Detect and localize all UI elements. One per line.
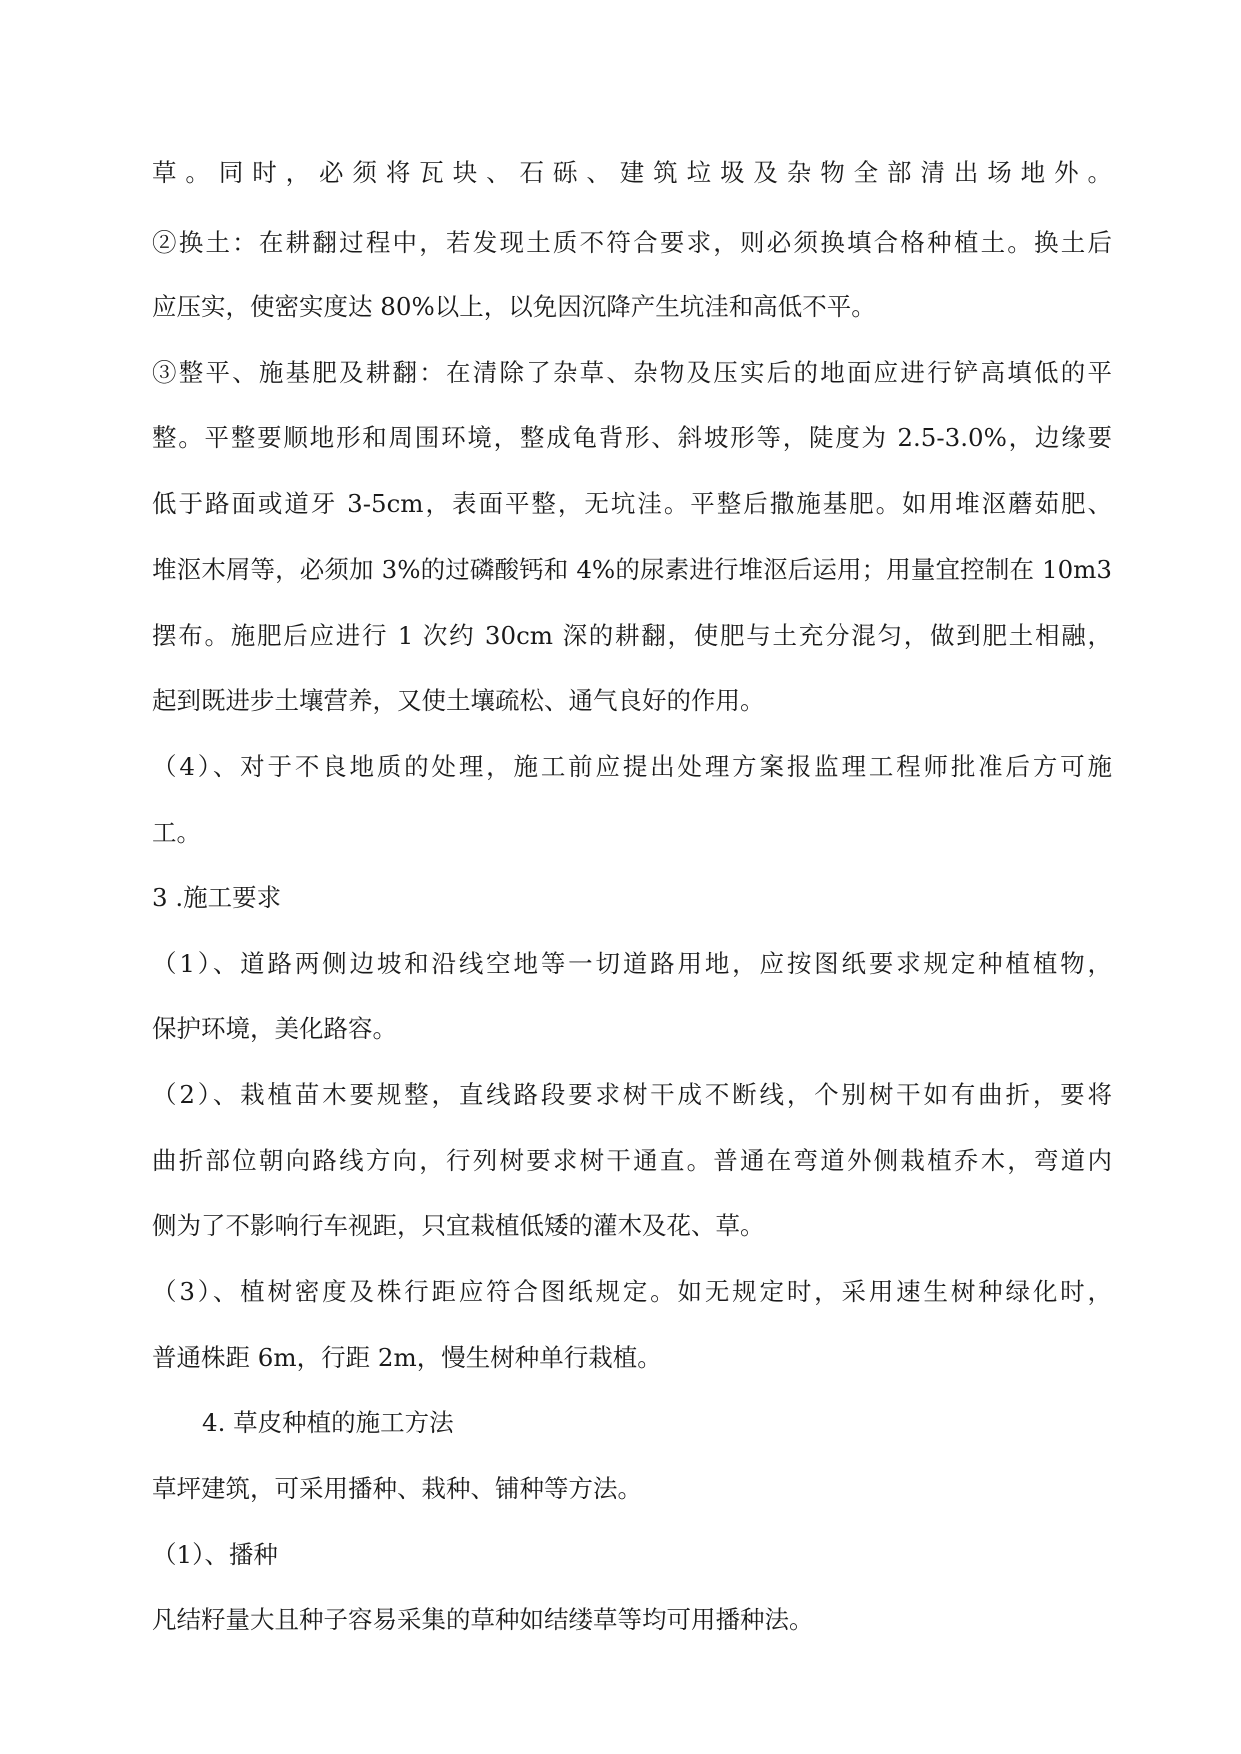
text-line: （3）、植树密度及株行距应符合图纸规定。如无规定时，采用速生树种绿化时， xyxy=(152,1277,1112,1306)
text-line: （4）、对于不良地质的处理，施工前应提出处理方案报监理工程师批准后方可施 xyxy=(152,752,1112,781)
text-line: ②换土：在耕翻过程中，若发现土质不符合要求，则必须换填合格种植土。换土后 xyxy=(152,228,1112,257)
text-line: 普通株距 6m，行距 2m，慢生树种单行栽植。 xyxy=(152,1343,662,1372)
text-line: 凡结籽量大且种子容易采集的草种如结缕草等均可用播种法。 xyxy=(152,1605,814,1634)
subsection-heading: （1）、播种 xyxy=(152,1540,278,1569)
text-line: 应压实，使密实度达 80%以上，以免因沉降产生坑洼和高低不平。 xyxy=(152,292,876,321)
text-line: 整。平整要顺地形和周围环境，整成龟背形、斜坡形等，陡度为 2.5-3.0%，边缘要 xyxy=(152,423,1112,452)
text-line: ③整平、施基肥及耕翻：在清除了杂草、杂物及压实后的地面应进行铲高填低的平 xyxy=(152,358,1112,387)
text-line: 曲折部位朝向路线方向，行列树要求树干通直。普通在弯道外侧栽植乔木，弯道内 xyxy=(152,1146,1112,1175)
section-heading: 4. 草皮种植的施工方法 xyxy=(202,1408,454,1437)
text-line: 低于路面或道牙 3-5cm，表面平整，无坑洼。平整后撒施基肥。如用堆沤蘑茹肥、 xyxy=(152,489,1112,518)
text-line: 起到既进步土壤营养，又使土壤疏松、通气良好的作用。 xyxy=(152,686,765,715)
text-line: 草坪建筑，可采用播种、栽种、铺种等方法。 xyxy=(152,1474,642,1503)
text-line: （1）、道路两侧边坡和沿线空地等一切道路用地，应按图纸要求规定种植植物， xyxy=(152,949,1112,978)
section-heading: 3 .施工要求 xyxy=(152,883,282,912)
text-line: 保护环境，美化路容。 xyxy=(152,1014,397,1043)
text-line: 侧为了不影响行车视距，只宜栽植低矮的灌木及花、草。 xyxy=(152,1211,765,1240)
text-line: 工。 xyxy=(152,818,201,847)
text-line: 草。同时，必须将瓦块、石砾、建筑垃圾及杂物全部清出场地外。 xyxy=(152,158,1112,187)
text-line: 摆布。施肥后应进行 1 次约 30cm 深的耕翻，使肥与土充分混匀，做到肥土相融， xyxy=(152,621,1112,650)
text-line: 堆沤木屑等，必须加 3%的过磷酸钙和 4%的尿素进行堆沤后运用；用量宜控制在 10m3 xyxy=(152,555,1112,584)
text-line: （2）、栽植苗木要规整，直线路段要求树干成不断线，个别树干如有曲折，要将 xyxy=(152,1080,1112,1109)
